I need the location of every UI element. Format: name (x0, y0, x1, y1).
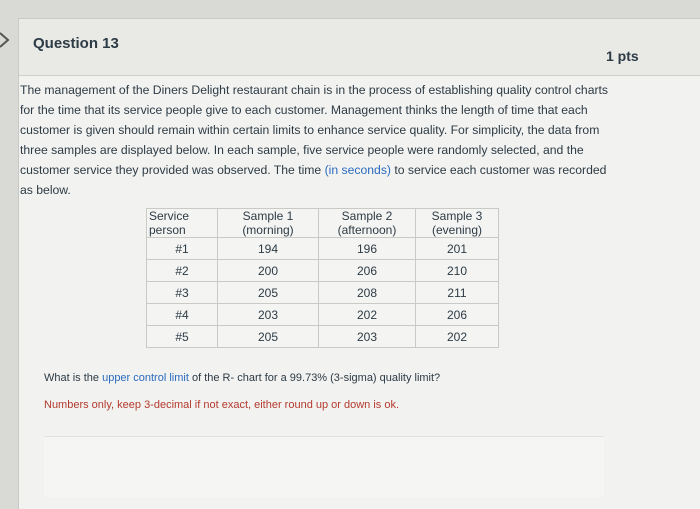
table-row (147, 282, 499, 304)
question-title: Question 13 (33, 35, 119, 52)
table-cell: 211 (416, 282, 499, 304)
collapse-arrow-icon (0, 30, 14, 50)
table-header-row (147, 209, 499, 238)
prompt-highlight: upper control limit (102, 372, 189, 384)
header-sample-2: Sample 2 (afternoon) (319, 209, 416, 238)
table-cell: #1 (147, 238, 218, 260)
table-row (147, 326, 499, 348)
table-cell: 201 (416, 238, 499, 260)
table-cell: #2 (147, 260, 218, 282)
units-link: (in seconds) (324, 163, 391, 177)
table-cell: 203 (218, 304, 319, 326)
table-cell: 194 (218, 238, 319, 260)
question-body (20, 80, 610, 200)
table-cell: #5 (147, 326, 218, 348)
table-cell: 208 (319, 282, 416, 304)
table-row (147, 238, 499, 260)
table-cell: 206 (416, 304, 499, 326)
question-body-end: to service each customer was recorded as below. (20, 163, 607, 197)
answer-input[interactable] (44, 436, 604, 497)
table-cell: 202 (416, 326, 499, 348)
table-cell: #3 (147, 282, 218, 304)
table-cell: 200 (218, 260, 319, 282)
question-points: 1 pts (606, 48, 639, 64)
samples-table (146, 208, 499, 348)
table-row (147, 260, 499, 282)
answer-instruction: Numbers only, keep 3-decimal if not exact, either round up or down is ok. (44, 399, 400, 411)
header-service-person: Service person (147, 209, 218, 238)
table-cell: 206 (319, 260, 416, 282)
table-cell: #4 (147, 304, 218, 326)
question-body-text: The management of the Diners Delight restaurant chain is in the process of establishing quality control charts for the time that its service people give to each customer. Management thinks the length of time that each customer is given should remain within certain limits to enhance service quality. For simplicity, the data from three samples are displayed below. In each sample, five service people were randomly selected, and the customer service they provided was observed. The time (20, 83, 609, 177)
table-cell: 202 (319, 304, 416, 326)
table-cell: 203 (319, 326, 416, 348)
table-row (147, 304, 499, 326)
header-sample-1: Sample 1 (morning) (218, 209, 319, 238)
question-header (19, 19, 700, 76)
table-cell: 205 (218, 326, 319, 348)
question-prompt: What is the upper control limit of the R- chart for a 99.73% (3-sigma) quality limit? (44, 372, 441, 384)
table-cell: 210 (416, 260, 499, 282)
table-cell: 196 (319, 238, 416, 260)
header-sample-3: Sample 3 (evening) (416, 209, 499, 238)
table-cell: 205 (218, 282, 319, 304)
